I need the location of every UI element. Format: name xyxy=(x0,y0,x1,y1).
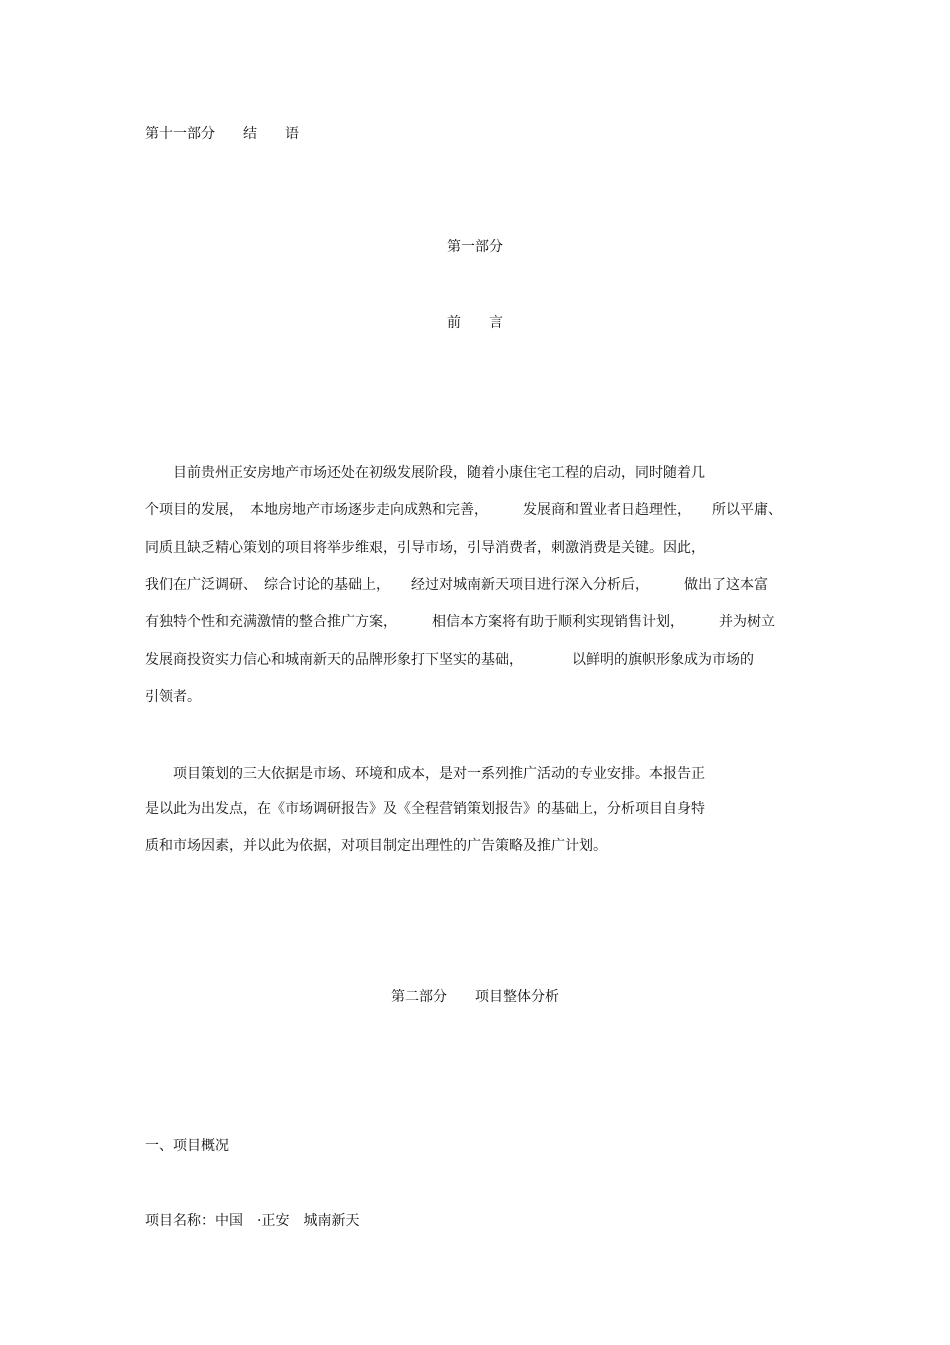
section-heading-project-overview: 一、项目概况 xyxy=(145,1138,229,1154)
project-name-line: 项目名称：中国 ·正安 城南新天 xyxy=(145,1213,360,1229)
part-two-title: 第二部分 项目整体分析 xyxy=(391,989,559,1005)
paragraph-line: 个项目的发展， 本地房地产市场逐步走向成熟和完善， 发展商和置业者日趋理性， 所以平庸、 xyxy=(145,502,782,518)
paragraph-line: 发展商投资实力信心和城南新天的品牌形象打下坚实的基础， 以鲜明的旗帜形象成为市场的 xyxy=(145,652,754,668)
paragraph-line: 有独特个性和充满激情的整合推广方案， 相信本方案将有助于顺利实现销售计划， 并为树立 xyxy=(145,614,775,630)
part-one-title: 第一部分 xyxy=(447,239,503,255)
paragraph-line: 同质且缺乏精心策划的项目将举步维艰，引导市场，引导消费者，刺激消费是关键。因此， xyxy=(145,540,705,556)
paragraph-line: 是以此为出发点，在《市场调研报告》及《全程营销策划报告》的基础上，分析项目自身特 xyxy=(145,801,705,817)
paragraph-line: 目前贵州正安房地产市场还处在初级发展阶段，随着小康住宅工程的启动，同时随着几 xyxy=(145,465,705,481)
paragraph-line: 质和市场因素，并以此为依据，对项目制定出理性的广告策略及推广计划。 xyxy=(145,838,607,854)
paragraph-line: 引领者。 xyxy=(145,689,201,705)
toc-entry-part-eleven: 第十一部分 结 语 xyxy=(145,126,299,142)
paragraph-line: 项目策划的三大依据是市场、环境和成本，是对一系列推广活动的专业安排。本报告正 xyxy=(145,766,705,782)
paragraph-line: 我们在广泛调研、 综合讨论的基础上， 经过对城南新天项目进行深入分析后， 做出了这本富 xyxy=(145,577,768,593)
preface-heading: 前 言 xyxy=(447,315,503,331)
